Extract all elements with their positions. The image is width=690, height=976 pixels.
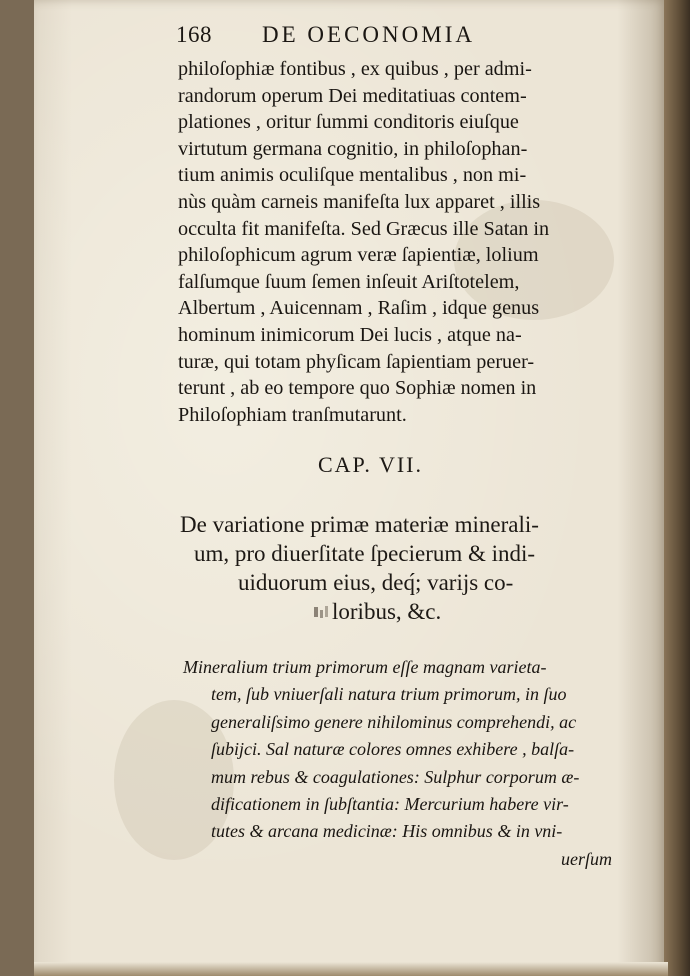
text-line: turæ, qui totam phyſicam ſapientiam peruer- — [178, 350, 535, 373]
chapter-summary — [183, 654, 623, 873]
heading-line: um, pro diuerſitate ſpecierum & indi- — [194, 541, 536, 566]
summary-line: dificationem in ſubſtantia: Mercurium habere vir- — [211, 794, 569, 815]
book-edge-bottom — [34, 962, 668, 976]
summary-line: Mineralium trium primorum eſſe magnam varieta- — [183, 657, 547, 677]
summary-line: mum rebus & coagulationes: Sulphur corporum æ- — [211, 766, 580, 787]
heading-line: uiduorum eius, deq́; varijs co- — [238, 570, 514, 595]
summary-line: tutes & arcana medicinæ: His omnibus & in vni- — [211, 821, 563, 842]
text-line: virtutum germana cognitio, in philoſophan- — [178, 137, 528, 160]
heading-line: loribus, &c. — [332, 599, 442, 624]
summary-line: generaliſsimo genere nihilominus comprehendi, ac — [211, 711, 577, 732]
summary-line: tem, ſub vniuerſali natura trium primorum, in ſuo — [211, 684, 567, 705]
text-line: randorum operum Dei meditatiuas contem- — [178, 84, 527, 107]
text-line: hominum inimicorum Dei lucis , atque na- — [178, 323, 522, 346]
damaged-glyph-icon — [312, 604, 332, 622]
text-line: tium animis oculiſque mentalibus , non mi- — [178, 164, 527, 187]
body-paragraph — [178, 56, 618, 428]
text-line: philoſophicum agrum veræ ſapientiæ, lolium — [178, 244, 539, 267]
text-line: philoſophiæ fontibus , ex quibus , per admi- — [178, 58, 532, 80]
chapter-label: CAP. VII. — [318, 452, 424, 477]
running-title: DE OECONOMIA — [262, 22, 475, 47]
text-line: falſumque ſuum ſemen inſeuit Ariſtotelem, — [178, 270, 520, 293]
page-number: 168 — [176, 22, 212, 47]
summary-line: ſubijci. Sal naturæ colores omnes exhibere , balſa- — [211, 739, 575, 760]
text-line: nùs quàm carneis manifeſta lux apparet , illis — [178, 190, 541, 213]
page-header — [176, 22, 576, 52]
text-line: plationes , oritur ſummi conditoris eiuſque — [178, 111, 519, 134]
summary-line: uerſum — [561, 848, 612, 869]
text-line: Albertum , Auicennam , Raſim , idque genus — [178, 297, 540, 320]
heading-line: De variatione primæ materiæ minerali- — [180, 512, 539, 537]
text-line: occulta fit manifeſta. Sed Græcus ille Satan in — [178, 217, 550, 240]
text-line: Philoſophiam tranſmutarunt. — [178, 403, 407, 426]
chapter-heading — [180, 510, 620, 626]
book-edge-right — [664, 0, 690, 976]
text-line: terunt , ab eo tempore quo Sophiæ nomen in — [178, 377, 537, 400]
